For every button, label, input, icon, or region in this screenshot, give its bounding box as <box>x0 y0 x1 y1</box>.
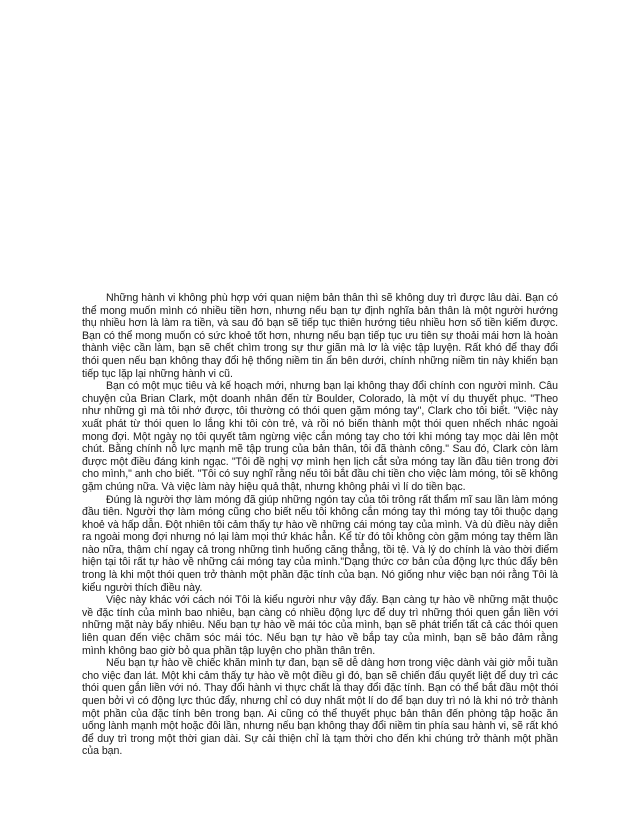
paragraph-5: Nếu bạn tự hào về chiếc khăn mình tự đan, bạn sẽ dễ dàng hơn trong việc dành vài giờ mỗi tuần cho việc đan lát. Một khi cảm thấy tự hào về một điều gì đó, bạn sẽ chiến đấu quyết liệt để duy trì các thói quen gắn liền với nó. Thay đổi hành vi thực chất là thay đổi đặc tính. Bạn có thể bắt đầu một thói quen bởi vì có động lực thúc đẩy, nhưng chỉ có duy nhất một lí do để bạn duy trì nó là khi nó trở thành một phần của đặc tính bên trong bạn. Ai cũng có thể thuyết phục bản thân đến phòng tập hoặc ăn uống lành mạnh một hoặc đôi lần, nhưng nếu bạn không thay đổi niềm tin phía sau hành vi, sẽ rất khó để duy trì trong một thời gian dài. Sự cải thiện chỉ là tạm thời cho đến khi chúng trở thành một phần của bạn. <box>82 657 558 758</box>
paragraph-4: Việc này khác với cách nói Tôi là kiểu người như vậy đấy. Bạn càng tự hào về những mặt thuộc về đặc tính của mình bao nhiêu, bạn càng có nhiều động lực để duy trì những thói quen gắn liền với những mặt này bấy nhiêu. Nếu bạn tự hào về mái tóc của mình, bạn sẽ phát triển tất cả các thói quen liên quan đến việc chăm sóc mái tóc. Nếu bạn tự hào về bắp tay của mình, bạn sẽ bảo đảm rằng mình không bao giờ bỏ qua phần tập luyện cho phần thân trên. <box>82 594 558 657</box>
paragraph-1: Những hành vi không phù hợp với quan niệm bản thân thì sẽ không duy trì được lâu dài. Bạn có thể mong muốn mình có nhiều tiền hơn, nhưng nếu bạn tự định nghĩa bản thân là một người hướng thụ nhiều hơn là làm ra tiền, và sau đó bạn sẽ tiếp tục thiên hướng tiêu nhiều hơn số tiền kiếm được. Bạn có thể mong muốn có sức khoẻ tốt hơn, nhưng nếu bạn tiếp tục ưu tiên sự thoải mái hơn là hoàn thành việc cần làm, bạn sẽ chết chìm trong sự thư giãn mà lơ là việc tập luyện. Rất khó để thay đổi thói quen nếu bạn không thay đổi hệ thống niềm tin ẩn bên dưới, chính những niềm tin này khiến bạn tiếp tục lặp lại những hành vi cũ. <box>82 292 558 380</box>
paragraph-3: Đúng là người thợ làm móng đã giúp những ngón tay của tôi trông rất thẩm mĩ sau lần làm móng đầu tiên. Người thợ làm móng cũng cho biết nếu tôi không cắn móng tay thì móng tay tôi thuộc dạng khoẻ và hấp dẫn. Đột nhiên tôi cảm thấy tự hào về những cái móng tay của mình. Và dù điều này diễn ra ngoài mong đợi nhưng nó lại làm mọi thứ khác hẳn. Kể từ đó tôi không còn gặm móng tay thêm lần nào nữa, thậm chí ngay cả trong những tình huống căng thẳng, tồi tệ. Và lý do chính là vào thời điểm hiện tại tôi rất tự hào về những cái móng tay của mình."Dạng thức cơ bản của động lực thúc đẩy bên trong là khi một thói quen trở thành một phần đặc tính của bạn. Nó giống như việc bạn nói rằng Tôi là kiểu người thích điều này. <box>82 493 558 594</box>
document-page <box>82 292 558 758</box>
paragraph-2: Bạn có một mục tiêu và kế hoạch mới, nhưng bạn lại không thay đổi chính con người mình. Câu chuyện của Brian Clark, một doanh nhân đến từ Boulder, Colorado, là một ví dụ thuyết phục. "Theo như những gì mà tôi nhớ được, tôi thường có thói quen gặm móng tay", Clark cho tôi biết. "Việc này xuất phát từ thói quen lo lắng khi tôi còn trẻ, và rồi nó biến thành một thói quen nhếch nhác ngoài mong đợi. Một ngày nọ tôi quyết tâm ngừng việc cắn móng tay cho tới khi móng tay mọc dài lên một chút. Bằng chính nỗ lực mạnh mẽ tập trung của bản thân, tôi đã thành công." Sau đó, Clark còn làm được một điều đáng kinh ngạc. "Tôi đề nghị vợ mình hẹn lịch cắt sửa móng tay lần đầu tiên trong đời cho mình," anh cho biết. "Tôi có suy nghĩ rằng nếu tôi bắt đầu chi tiền cho việc làm móng, tôi sẽ không gặm chúng nữa. Và việc làm này hiệu quả thật, nhưng không phải vì lí do tiền bạc. <box>82 380 558 493</box>
